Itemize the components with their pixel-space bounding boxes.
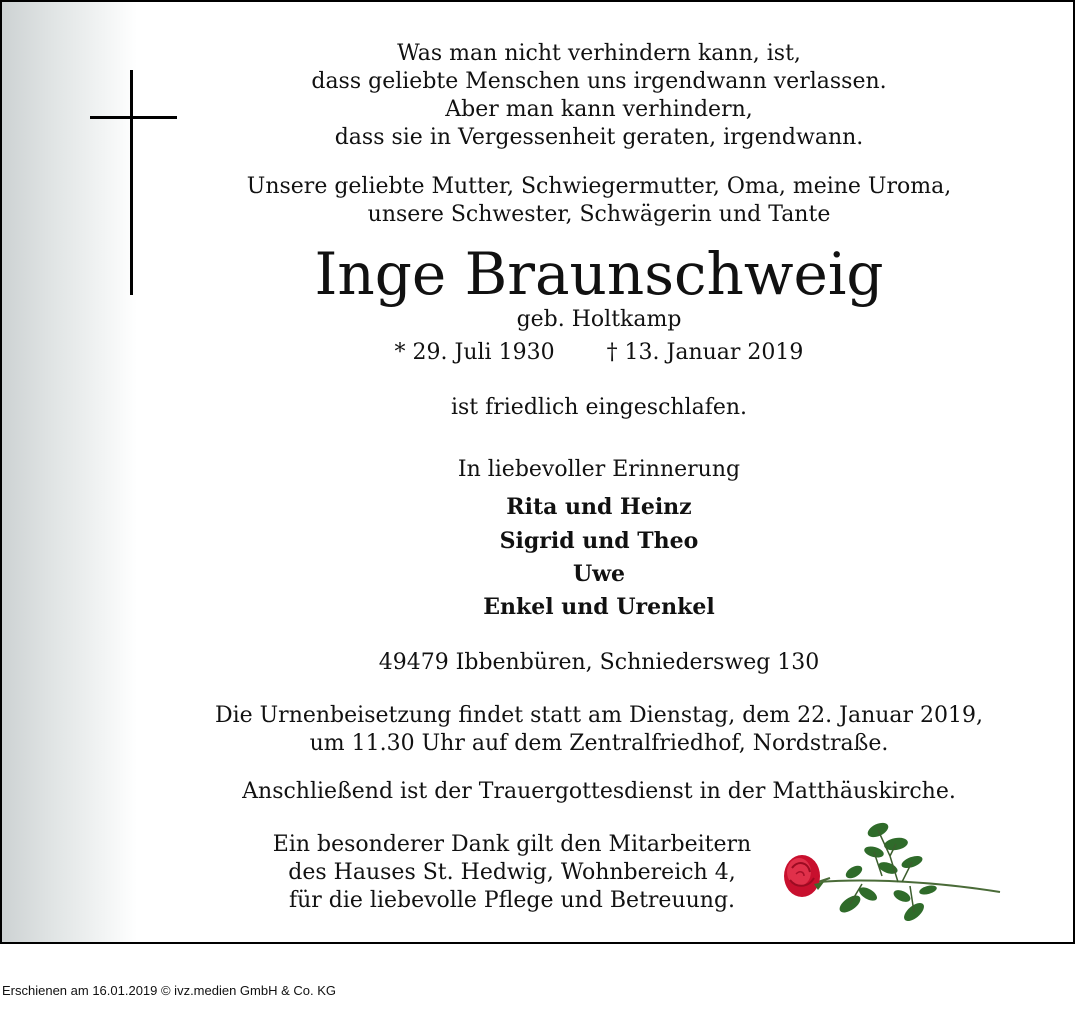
- intro-line: Unsere geliebte Mutter, Schwiegermutter, Oma, meine Uroma,: [246, 174, 952, 199]
- memory-line: In liebevoller Erinnerung: [457, 457, 741, 482]
- birth-name: geb. Holtkamp: [516, 307, 682, 332]
- burial-info: [2, 702, 1075, 758]
- thanks-line: für die liebevolle Pflege und Betreuung.: [288, 888, 736, 913]
- thanks-note: [252, 831, 772, 915]
- rose-icon: [778, 816, 1002, 928]
- thanks-line: Ein besonderer Dank gilt den Mitarbeitern: [272, 832, 752, 857]
- poem-line: Was man nicht verhindern kann, ist,: [397, 41, 801, 66]
- poem-line: dass geliebte Menschen uns irgendwann verlassen.: [311, 69, 887, 94]
- publication-credit: Erschienen am 16.01.2019 © ivz.medien GmbH & Co. KG: [2, 983, 337, 998]
- service-info: Anschließend ist der Trauergottesdienst in der Matthäuskirche.: [242, 779, 956, 804]
- poem: [2, 40, 1075, 152]
- poem-line: Aber man kann verhindern,: [445, 97, 753, 122]
- mourner: Uwe: [572, 561, 626, 587]
- burial-line: um 11.30 Uhr auf dem Zentralfriedhof, Nordstraße.: [309, 731, 889, 756]
- mourner: Enkel und Urenkel: [483, 594, 715, 620]
- birth-date: * 29. Juli 1930: [394, 340, 555, 365]
- life-dates: [2, 339, 1075, 367]
- deceased-name: Inge Braunschweig: [314, 240, 884, 308]
- intro: [2, 173, 1075, 229]
- mourner: Sigrid und Theo: [499, 528, 699, 554]
- thanks-line: des Hauses St. Hedwig, Wohnbereich 4,: [288, 860, 736, 885]
- address: 49479 Ibbenbüren, Schniedersweg 130: [378, 650, 820, 675]
- intro-line: unsere Schwester, Schwägerin und Tante: [367, 202, 831, 227]
- statement: ist friedlich eingeschlafen.: [450, 395, 748, 420]
- death-date: † 13. Januar 2019: [606, 340, 804, 365]
- mourner: Rita und Heinz: [506, 494, 692, 520]
- poem-line: dass sie in Vergessenheit geraten, irgendwann.: [334, 125, 864, 150]
- burial-line: Die Urnenbeisetzung findet statt am Dienstag, dem 22. Januar 2019,: [214, 703, 984, 728]
